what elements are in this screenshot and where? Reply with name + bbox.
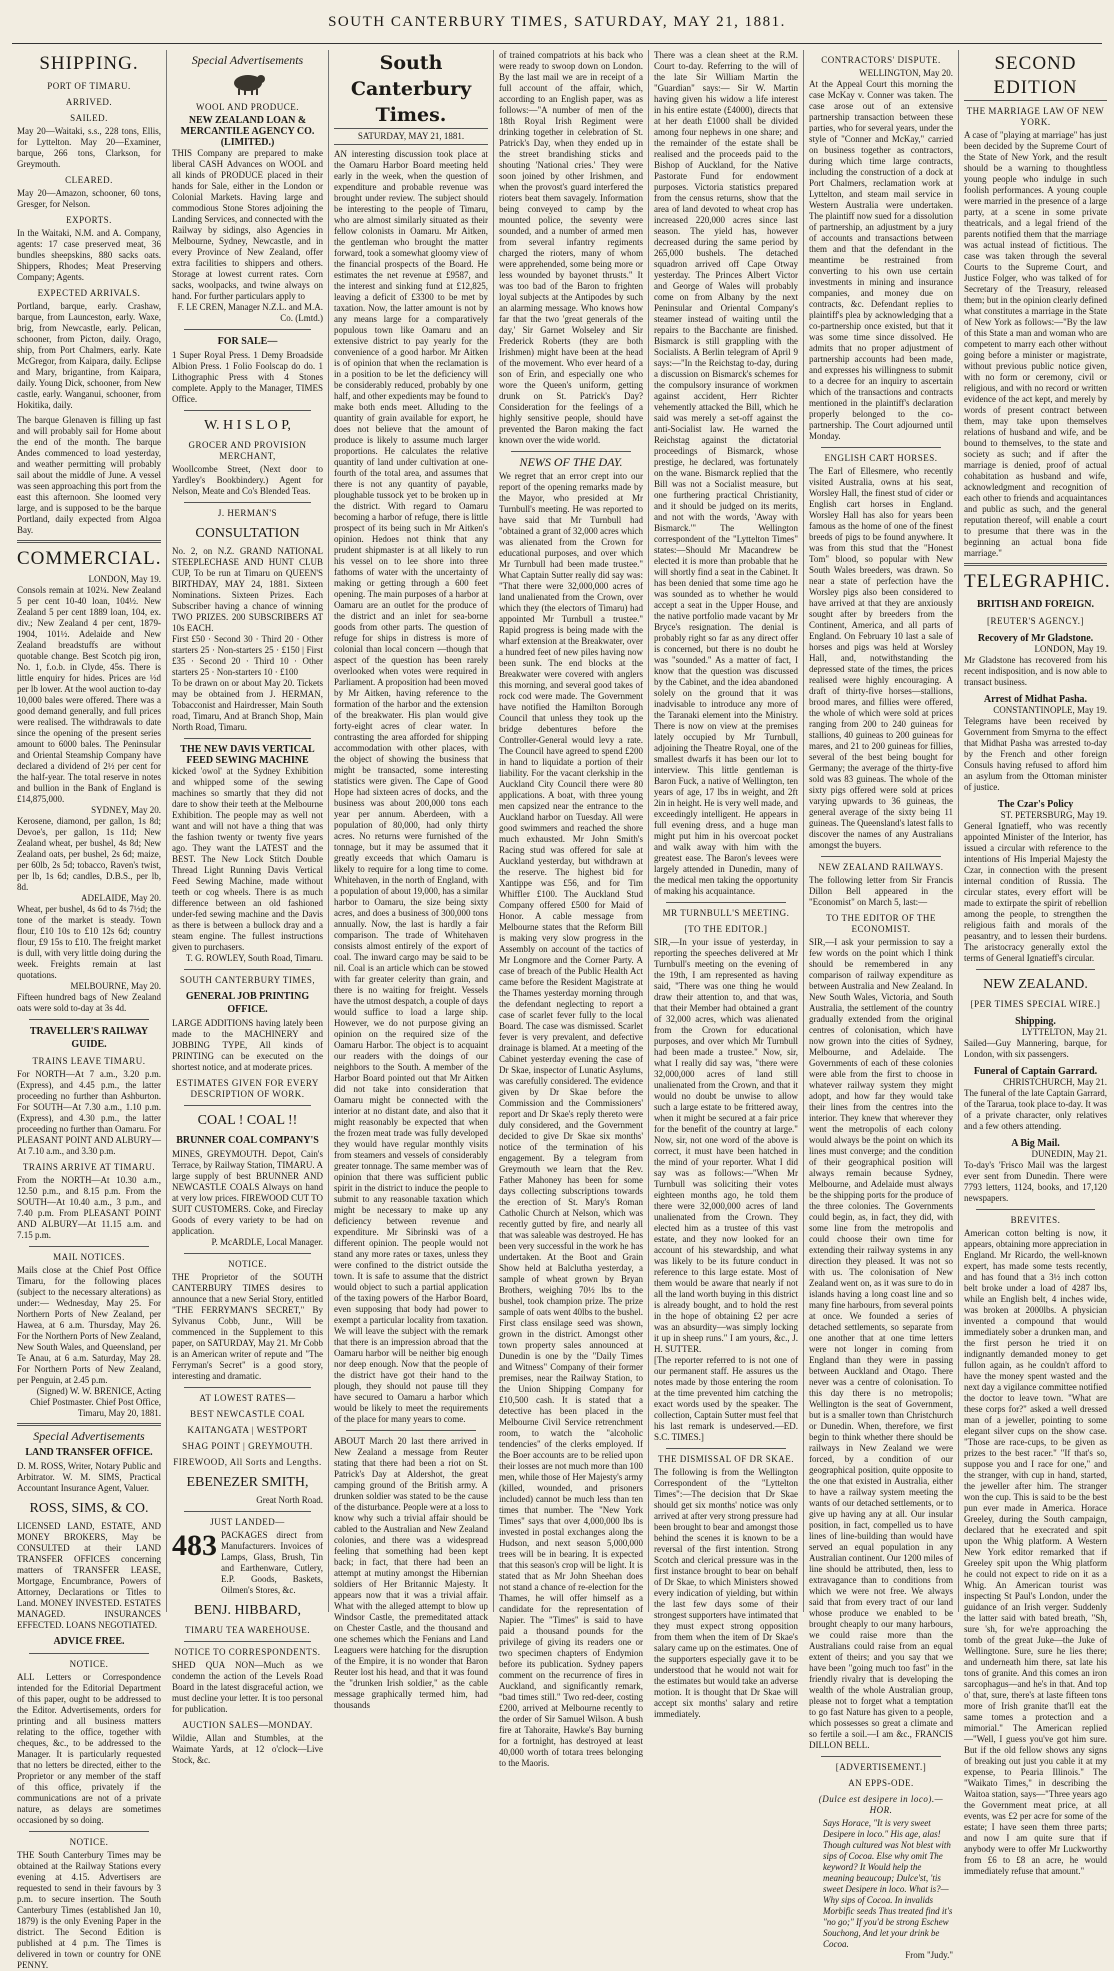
midhat-text: Telegrams have been received by Government from Smyrna to the effect that Midhat Pasha was arrested to-day by the French and other foreign Consuls having refused to afford him an asylum from the Ottoman minister of justice.	[964, 716, 1107, 792]
exports-label: EXPORTS.	[66, 215, 112, 225]
sewing-text: kicked 'owol' at the Sydney Exhibition and whipped some of the sewing machines so smartly that they did not dare to show their teeth at the Melbourne Exhibition. The people may as well not want and will not have a thing that was the fashion twenty or twenty five years ago. They want the LATEST and the BEST. The New Lock Stitch Double Thread Light Running Davis Vertical Feed Sewing Machine, made without teeth or cog wheels. There is as much difference between an old fashioned under-fed sewing machine and the Davis as there is between a bullock dray and a steam engine. The fullest instructions given to purchasers.	[172, 766, 323, 952]
divider	[821, 856, 941, 857]
divider	[511, 451, 631, 452]
divider	[666, 902, 786, 903]
reporter-note: [The reporter referred to is not one of our permanent staff. He assures us the notes made by those entering the room at the time prevented him catching the exact words used by the speaker. The collection, Captain Sutter must feel that his last remark is undeserved.—ED. S.C. TIMES.]	[654, 1355, 798, 1442]
brunner-text: MINES, GREYMOUTH. Depot, Cain's Terrace, by Railway Station, TIMARU. A large supply of best BRUNNER AND NEWCASTLE COALS Always on hand at very low prices. FIREWOOD CUT TO SUIT CUSTOMERS. Coke, and Fireclay Goods of every variety to be had on application.	[172, 1149, 323, 1236]
divider	[666, 1448, 786, 1449]
divider	[184, 329, 311, 330]
railway-heading: TRAVELLER'S RAILWAY GUIDE.	[29, 1026, 149, 1050]
sailed-label: SAILED.	[70, 113, 108, 123]
columns	[12, 50, 1111, 1970]
landed-number: 483	[172, 1529, 217, 1562]
turnbull-letter: SIR,—In your issue of yesterday, in reporting the speeches delivered at Mr Turnbull's meeting on the evening of the 19th, I am represented as having said, "There was one thing he would draw their attention to, and that was, that their Member had obtained a grant of 32,000 acres, which was alienated from the Crown for educational purposes, and over which Mr Turnbull had been made a trustee." Now, sir, what I really did say was, "there were 32,000,000 acres of land still unalienated from the Crown, and that it would no doubt be unwise to allow such a large estate to be frittered away, when it might be secured at a fair price for the benefit of the country at large." Now, sir, not one word of the above is correct, it must have been hatched in the mind of your reporter. What I did say was as follows:—"When Mr Turnbull was soliciting their votes eighteen months ago, he told them there were 32,000,000 acres of land unalienated from the Crown. They elected him as a trustee of this vast estate, and they now looked for an account of his stewardship, and what was likely to be its future conduct in reference to this large estate. Most of them would be aware that nearly if not all the land worth buying in this district is already bought, and to hold the rest in the hope of obtaining £2 per acre was an absurdity—was simply locking it up in sheep runs." I am yours, &c., J. H. SUTTER.	[654, 937, 798, 1354]
big-mail-text: To-day's 'Frisco Mail was the largest ever sent from Dunedin. There were 7793 letters, 1124, books, and 17,120 newspapers.	[964, 1160, 1107, 1203]
shipping-dateline: LYTTELTON, May 21.	[1021, 1027, 1107, 1037]
funeral-text: The funeral of the late Captain Garrard, of the Tararua, took place to-day. It was of a private character, only relatives and a few others attending.	[964, 1088, 1107, 1131]
advice-free: ADVICE FREE.	[53, 1636, 125, 1647]
column-1	[12, 50, 167, 1970]
prize-table: First £50 · Second 30 · Third 20 · Other starters 25 · Non-starters 25 · £150 | First £35 · Second 20 · Third 10 · Other starters 25 · Non-starters 10 · £100	[172, 634, 323, 677]
paper-masthead: South Canterbury Times.	[334, 50, 488, 129]
article-continued: of trained compatriots at his back who were ready to swoop down on London. By the last mail we are in receipt of a full account of the affair, which, according to an English paper, was as follows:—"A number of men of the 18th Royal Irish Regiment were drinking together in celebration of St. Patrick's Day, when they ended up in the street brandishing sticks and shouting 'National cries.' They were soon joined by other Irishmen, and when the provost's guard interfered the rioters beat them savagely. Information being conveyed to camp by the mounted police, the seventy were sounded, and a number of armed men from several infantry regiments charged the rioters, many of whom were apprehended, some being more or less wounded by bayonet thrusts." It was too bad of the Baron to frighten loyal subjects at the Antipodes by such an alarming message. Who knows how far that the two 'great generals of the day,' Sir Garnet Wolseley and Sir Frederick Roberts (they are both Irishmen) might have been at the head of the movement. Who ever heard of a son of Erin, and especially one who wore the Queen's uniform, getting drunk on St. Patrick's Day? Consideration for the feelings of a highly sensitive people, should have prevented the Baron making the fact known over the wide world.	[499, 50, 643, 445]
midhat-heading: Arrest of Midhat Pasha.	[983, 694, 1088, 705]
column-7	[959, 50, 1112, 1876]
page-masthead: SOUTH CANTERBURY TIMES, SATURDAY, MAY 21, 1881.	[12, 14, 1102, 44]
exports-text: In the Waitaki, N.M. and A. Company, agents: 17 case preserved meat, 36 bundles sheepskins, 880 sacks oats. Shippers, Rhodes; Meat Preserving Company; Agents.	[17, 228, 161, 282]
news-of-day-text: We regret that an error crept into our report of the opening remarks made by the Mayor, who presided at Mr Turnbull's meeting. He was reported to have said that Mr Turnbull had "obtained a grant of 32,000 acres which was alienated from the Crown for educational purposes, and over which Mr Turnbull had been made trustee." What Captain Sutter really did say was: "That there were 32,000,000 acres of land unalienated from the Crown, over which they (the electors of Timaru) had appointed Mr Turnbull a trustee." Rapid progress is being made with the wharf extension at the Breakwater, over a hundred feet of new piles having now been sunk. The end blocks at the Breakwater were covered with anglers this morning, and several good takes of rock cod were made. The Government have notified the Hamilton Borough Council that unless they took up the bridge debentures before the Controller-General would levy a rate. The Council have agreed to spend £200 in hand to liquidate a portion of their liability. For the vacant clerkship in the Auckland City Council there were 80 applications. A boat, with three young men capsized near the entrance to the Auckland harbor on Tuesday. All were good swimmers and reached the shore much exhausted. Mr John Smith's Racing stud was offered for sale at Auckland yesterday, but withdrawn at the reserve. The highest bid for Xantippe was £56, and for Tim Whiffler £100. The Auckland Stud Company offered £500 for Maid of Honor. A cable message from Melbourne states that the Reform Bill is making very slow progress in the Assembly on account of the tactics of Mr Longmore and the Corner Party. A case of breach of the Public Health Act came before the Resident Magistrate at the Thames yesterday morning through the defendant neglecting to report a case of scarlet fever fully to the local Board. The case was dismissed. Scarlet fever is very prevalent, and defective drainage is blamed. At a meeting of the Cabinet yesterday evening the case of Dr Skae, inspector of Lunatic Asylums, was carefully considered. The evidence given by Dr Skae before the Commission and the Commissioners' report and Dr Skae's reply thereto were duly considered, and the Government decided to give Dr Skae six months' notice of the termination of his engagement. By a telegram from Greymouth we learn that the Rev. Father Mahoney has been for some days collecting subscriptions towards the erection of St. Mary's Roman Catholic Church at Nelson, which was recently gutted by fire, and nearly all that was saleable was destroyed. He has been very successful in the work he has undertaken. At the Boot and Grain Show held at Balclutha yesterday, a sample of wheat grown by Bryan Brothers, weighing 70½ lbs to the bushel, took champion prize. The prize sample of oats went 40lbs to the bushel. First class ensilage seed was shown, grown in the district. Amongst other town property sales announced at Dunedin is one by the "Daily Times and Witness" Company of their former premises, near the Railway Station, to the Union Shipping Company for £10,500 cash. It is stated that a detective has been placed in the Melbourne Civil Service retrenchment room, to watch the "alcoholic tendencies" of the clerks employed. If the Boer accounts are to be relied upon their losses are not much more than 100 men, while those of Her Majesty's army (killed, wounded, and prisoners included) cannot be much less than ten times that number. The "New York Times" says that over 4,000,000 lbs is invested in postal exchanges along the Hudson, and next season 5,000,000 trees will be in bearing. It is expected that this season's crop will be light. It is stated that as Mr John Sheehan does not stand a chance of re-election for the Thames, he will offer himself as a candidate for the representation of Napier. The "Times" is said to have paid a thousand pounds for the privilege of giving its readers one or two specimen chapters of Endymion before its publication. Sydney papers comment on the recurrence of fires in Auckland, and significantly remark, "bad times still." Two red-deer, costing £200, arrived at Melbourne recently to the order of Sir Samuel Wilson. A bush fire at Tahoraite, Hawke's Bay burning for a fortnight, has destroyed at least 40,000 worth of totara trees belonging to the Maoris.	[499, 471, 643, 1768]
news-continued: There was a clean sheet at the R.M. Court to-day. Referring to the will of the late Sir William Martin the "Guardian" says:— Sir W. Martin having given his widow a life interest in his entire estate (£4000), directs that at her death £1000 shall be divided among four nephews in one share; and the remainder of the estate shall be realised and the proceeds paid to the Bishop of Auckland, for the Native Pastorate Fund for endowment purposes. Victoria statistics prepared from the census returns, show that the area of land devoted to wheat crop has increased 220,000 acres since last season. The yield has, however decreased during the same period by 265,000 bushels. The detached squadron arrived off Cape Otway yesterday. The Princes Albert Victor and George of Wales will probably come on from Albany by the next Peninsular and Oriental Company's steamer instead of waiting until the repairs to the Bacchante are finished. Bismarck is still grappling with the Socialists. A Berlin telegram of April 9 says:—"In the Reichstag to-day, during a discussion on Bismarck's schemes for the compulsory insurance of workmen against accident, Herr Richter vehemently attacked the Bill, which he said was merely a set-off against the anti-Socialist law. He warned the Reichstag against the dictatorial proceedings of Bismarck, whose prestige, he declared, was fortunately on the wane. Bismarck replied that the Bill was not a Socialist measure, but one furthering practical Christianity, and it should be judged on its merits, and not with the words, 'Away with Bismarck.'" The Wellington correspondent of the "Lyttelton Times" states:—Should Mr Macandrew be elected it is more than probable that he will shortly find a seat in the Cabinet. It has been denied that some time ago he was sounded as to whether he would accept a seat in the Upper House, and the native portfolio made vacant by Mr Bryce's resignation. The denial is probably right so far as any direct offer is concerned, but there is no doubt he was "sounded." As a matter of fact, I know that the question was discussed by the Cabinet, and the idea abandoned solely on the ground that it was inadvisable to introduce any more of the Taranaki element into the Ministry. There is now on view at the premises lately occupied by Mr Turnbull, adjoining the Theatre Royal, one of the smallest dwarfs it has been our lot to interview. This little gentleman is Baron Fuck, a native of Wellington, ten years of age, 17 lbs in weight, and 2ft 2in in height. He is very well made, and exceedingly intelligent. He appears in full evening dress, and a huge man might put him in his overcoat pocket and walk away with him with the greatest ease. The Baron's levees were largely attended in Dunedin, many of the medical men taking the opportunity of making his acquaintance.	[654, 50, 798, 896]
sydney-dateline: SYDNEY, May 20.	[91, 805, 161, 815]
railways-intro: The following letter from Sir Francis Dillon Bell appeared in the "Economist" on March 5, last:—	[809, 875, 953, 907]
cart-horses-text: The Earl of Ellesmere, who recently visited Australia, owns at his seat, Worsley Hall, the finest stud of cider or English cart horses in England. Worsley Hall has also for years been famous as the home of one of the finest breeds of pigs to be found anywhere. It was from this stud that the "Honest Tom" blood, so popular with New South Wales breeders, was drawn. So near a state of perfection have the Worsley pigs also been considered to have arrived at that they are anxiously sought after by breeders from the Continent, America, and all parts of England. On February 10 last a sale of horses and pigs was held at Worsley Hall, and, notwithstanding the depressed state of the times, the prices realised were highly encouraging. A draft of thirty-five horses—stallions, brood mares, and fillies were offered, the whole of which were sold at prices ranging from 200 to 240 guineas for stallions, 40 guineas to 200 guineas for mares, and 21 to 200 guineas for fillies, several of the best being bought for Germany; the average of the thirty-five sold was 83 guineas. The whole of the sixty pigs offered were sold at prices varying upwards to 36 guineas, the general average of the sixty being 11 guineas. The Queensland's latest falls to discover the names of any Australians amongst the buyers.	[809, 466, 953, 850]
mail-signature: (Signed) W. W. BRENICE, Acting Chief Postmaster. Chief Post Office, Timaru, May 20, 1881.	[30, 1386, 161, 1418]
reuter-label: [REUTER'S AGENCY.]	[987, 616, 1084, 626]
epps-ode-source: From "Judy."	[905, 1950, 953, 1960]
hibbard-heading: BENJ. HIBBARD,	[194, 1603, 301, 1618]
divider	[29, 1019, 149, 1020]
divider	[17, 1423, 161, 1426]
consultation-text: No. 2, on N.Z. GRAND NATIONAL STEEPLECHASE AND HUNT CLUB CUP, To be run at Timaru on QUEEN'S BIRTHDAY, MAY 24, 1881. Sixteen Nominations. Sixteen Prizes. Each Subscriber having a chance of winning TWO PRIZES. 200 SUBSCRIBERS AT 10s EACH.	[172, 546, 323, 633]
marriage-heading: THE MARRIAGE LAW OF NEW YORK.	[966, 106, 1105, 127]
divider	[184, 969, 311, 970]
special-wire-label: [PER TIMES SPECIAL WIRE.]	[970, 999, 1101, 1009]
divider	[29, 1653, 149, 1654]
notice-text: THE Proprietor of the SOUTH CANTERBURY TIMES desires to announce that a new Serial Story, entitled "THE FERRYMAN'S SECRET," By Sylvanus Cobb, Junr., Will be commenced in the Supplement to this paper, on SATURDAY, May 21. Mr Cobb is an American writer of repute and "The Ferryman's Secret" is a good story, interesting and dramatic.	[172, 1272, 323, 1381]
divider	[184, 738, 311, 739]
commercial-heading: COMMERCIAL.	[17, 548, 162, 569]
auction-text: Wildie, Allan and Stumbles, at the Waimate Yards, at 12 o'clock—Live Stock, &c.	[172, 1733, 323, 1765]
for-sale-heading: FOR SALE—	[217, 336, 278, 347]
arrived-label: ARRIVED.	[65, 97, 113, 107]
firewood-line: FIREWOOD, All Sorts and Lengths.	[173, 1457, 322, 1467]
mail-text: Mails close at the Chief Post Office Timaru, for the following places (subject to the necessary alterations) as under:— Wednesday, May 25. For Northern Ports of New Zealand, per Hawea, at 6 a.m. Thursday, May 26. For the Northern Ports of New Zealand, New South Wales, and Queensland, per Te Anau, at 6 a.m. Saturday, May 28. For Northern Ports of New Zealand, per Penguin, at 2.45 p.m.	[17, 1265, 161, 1385]
gladstone-text: Mr Gladstone has recovered from his recent indisposition, and is now able to transact business.	[964, 655, 1107, 687]
hibbard-sub: TIMARU TEA WAREHOUSE.	[185, 1625, 310, 1635]
turnbull-heading: MR TURNBULL'S MEETING.	[662, 908, 790, 918]
contractors-text: At the Appeal Court this morning the case McKay v. Conner was taken. The case arose out of an extensive partnership transaction between these parties, who for several years, under the style of "Conner and McKay," carried on business together as contractors, during which time large contracts, including the construction of a dock at Port Chalmers, reclamation work at Lyttelton, and steam mail service in Western Australia were undertaken. The plaintiff now sued for a dissolution of partnership, an adjustment by a jury of accounts and transactions between them and that the defendant in the meantime be restrained from converting to his own use certain investments in mining and insurance companies, and money due on contracts, &c. Defendant replies to plaintiff's plea by acknowledging that a co-partnership once existed, but that it was some time since dissolved. He admits that no proper adjustment of partnership accounts had been made, and expresses his willingness to submit to a decree for an inquiry to ascertain which of the transactions and contracts mentioned in the plaintiff's declaration properly belonged to the co-partnership. The Court adjourned until Monday.	[809, 79, 953, 441]
special-ads-heading: Special Advertisements	[191, 53, 304, 67]
epps-ode-heading: AN EPPS-ODE.	[848, 1778, 914, 1788]
land-transfer-heading: LAND TRANSFER OFFICE.	[25, 1447, 153, 1458]
gladstone-dateline: LONDON, May 19.	[1034, 644, 1107, 654]
cart-horses-heading: ENGLISH CART HORSES.	[824, 453, 938, 463]
notice-heading: NOTICE.	[228, 1259, 267, 1269]
mail-heading: MAIL NOTICES.	[53, 1252, 125, 1262]
czar-heading: The Czar's Policy	[997, 799, 1074, 810]
skae-heading: THE DISMISSAL OF DR SKAE.	[658, 1454, 794, 1464]
advertisement-label: [ADVERTISEMENT.]	[835, 1762, 927, 1772]
nz-loan-heading: NEW ZEALAND LOAN & MERCANTILE AGENCY CO. (LIMITED.)	[180, 115, 315, 148]
divider	[964, 563, 1107, 566]
ebenezer-heading: EBENEZER SMITH,	[186, 1475, 309, 1490]
midhat-dateline: CONSTANTINOPLE, May 19.	[993, 705, 1107, 715]
divider	[184, 502, 311, 503]
new-zealand-heading: NEW ZEALAND.	[983, 977, 1088, 992]
adelaide-text: Wheat, per bushel, 4s 6d to 4s 7½d; the tone of the market is steady. Town flour, £10 10s to £10 12s 6d; country flour, £9 15s to £10. The freight market is dull, with very little doing during the week. Freights remain at last quotations.	[17, 904, 161, 980]
ross-sims-text: LICENSED LAND, ESTATE, AND MONEY BROKERS, May be CONSULTED at their LAND TRANSFER OFFICES concerning matters of TRANSFER LEASE, Mortgage, Encumbrance, Powers of Attorney, Declarations or Titles to Land. MONEY INVESTED. ESTATES MANAGED. INSURANCES EFFECTED. LOANS NEGOTIATED.	[17, 1521, 161, 1630]
second-edition-heading: SECOND EDITION	[964, 52, 1107, 101]
divider	[29, 1831, 149, 1832]
divider	[17, 540, 161, 543]
shipping-heading: SHIPPING.	[39, 53, 139, 74]
melbourne-text: Fifteen hundred bags of New Zealand oats were sold to-day at 3s 4d.	[17, 992, 161, 1013]
job-printing-masthead: SOUTH CANTERBURY TIMES,	[179, 975, 316, 985]
wellington-dateline: WELLINGTON, May 20.	[859, 68, 953, 78]
for-sale-text: 1 Super Royal Press. 1 Demy Broadside Albion Press. 1 Folio Foolscap do do. 1 Lithographic Press with 4 Stones complete. Apply to the Manager, TIMES Office.	[172, 350, 323, 404]
barque-text: The barque Glenaven is filling up fast and will probably sail for Home about the end of the month. The barque Andes commenced to load yesterday, and weather permitting will probably sail about the middle of June. A vessel was seen approaching this port from the east this afternoon. She loomed very large, and is supposed to be the barque Portland, daily expected from Algoa Bay.	[17, 415, 161, 535]
marriage-text: A case of "playing at marriage" has just been decided by the Supreme Court of the State of New York, and the result should be a warning to thoughtless young people who indulge in such foolish performances. A young couple were married in the presence of a large party, at a scene in some private theatricals, and a legal friend of the parents notified them that the marriage was actual instead of fictitious. The case was taken through the several Courts to the Supreme Court, and Justice Folger, who was talked of for Secretary of the Treasury, released them; but in the opinion clearly defined what constitutes a marriage in the State of New York as follows:—"By the law of this State a man and woman who are competent to marry each other without going before a minister or magistrate, without previous public notice given, with no form or ceremony, civil or religious, and with no record or written evidence of the act kept, and merely by words of present contract between them, may take upon themselves relations of husband and wife, and be bound to themselves, to the state and society as such; and if after the marriage is denied, proof of actual cohabitation as husband and wife, acknowledgment and recognition of each other to friends and acquaintances and public as such, and the general reputation thereof, will enable a court to presume that there was in the beginning an actual bona fide marriage."	[964, 130, 1107, 558]
herman-text: To be drawn on or about May 20. Tickets may be obtained from J. HERMAN, Tobacconist and Hairdresser, Main South road, Timaru, And at Branch Shop, Main North Road, Timaru.	[172, 678, 323, 732]
herman-heading: J. HERMAN'S	[217, 508, 278, 518]
column-5	[649, 50, 804, 1719]
trains-arrive-heading: TRAINS ARRIVE AT TIMARU.	[22, 1162, 156, 1172]
divider	[184, 1641, 311, 1642]
brevites-heading: BREVITES.	[1010, 1215, 1061, 1225]
correspondents-text: SHED QUA NON—Much as we condemn the action of the Levels Road Board in the latest disgraceful action, we must decline your letter. It is too personal for publication.	[172, 1660, 323, 1714]
job-printing-estimates: ESTIMATES GIVEN FOR EVERY DESCRIPTION OF WORK.	[176, 1078, 319, 1099]
to-editor: [TO THE EDITOR.]	[684, 924, 768, 934]
notice2-text: THE South Canterbury Times may be obtained at the Railway Stations every evening at 4.15. Advertisers are requested to send in their favours by 3 p.m. to secure insertion. The South Canterbury Times (established Jan 10, 1879) is the only Evening Paper in the district. The Second Edition is published at 4 p.m. The Times is delivered in town or country for ONE PENNY.	[17, 1850, 161, 1970]
expected-text: Portland, barque, early. Crashaw, barque, from Launceston, early. Waxe, brig, from Newcastle, early. Pelican, schooner, from Picton, daily. Orago, ship, from Port Chalmers, early. Kate McGregor, from Kaipara, daily. Eclipse and Mary, brigantine, from Kaipara, daily. Young Dick, schooner, from New castle, early. Wanganui, schooner, from Hokitika, daily.	[17, 301, 161, 410]
divider	[29, 1246, 149, 1247]
trains-leave-text: For NORTH—At 7 a.m., 3.20 p.m. (Express), and 4.45 p.m., the latter proceeding no further than Ashburton. For SOUTH—At 7.30 a.m., 1.10 p.m. (Express), and 4.30 p.m., the latter proceeding no further than Oamaru. For PLEASANT POINT AND ALBURY—At 7.10 a.m., and 3.30 p.m.	[17, 1069, 161, 1156]
ross-sims-heading: ROSS, SIMS, & CO.	[29, 1501, 149, 1516]
leader-article: AN interesting discussion took place at the Oamaru Harbor Board meeting held early in the week, when the question of expenditure and probable revenue was brought under review. The subject should be interesting to the people of Timaru, who are almost similarly situated as their fellow colonists in Oamaru. Mr Aitken, the gentleman who brought the matter forward, took a somewhat gloomy view of the financial prospects of the Board. He estimates the net revenue at £9587, and the interest and sinking fund at £12,825, leaving a deficit of £3300 to be met by taxation. Now, the latter amount is not by any means large for a comparatively populous town like Oamaru and an extensive district to pay yearly for the convenience of a good harbor. Mr Aitken is of opinion that when the reclamation is in a position to be let the deficiency will be considerably reduced, probably by one half, and other expedients may be found to make both ends meet. Alluding to the quantity of grain available for export, he does not believe that the amount of produce is likely to assume much larger proportions. He calculates the relative quantity of land under cultivation at one-fourth of the total area, and assumes that there is not any quantity of payable, ploughable tussock yet to be broken up in the district. With regard to Oamaru becoming a harbor of refuge, there is little prospect of its being such in Mr Aitken's opinion. Hedoes not think that any prudent shipmaster is at all likely to run his vessel on to lee shore into three fathoms of water with the uncertainty of making or getting through a 600 feet opening. The main purposes of a harbor at Oamaru are an outlet for the produce of the district and an inlet for sea-borne goods from other parts. The question of refuge for ships in distress is more of colonial than local concern —though that aspect of the question has been rarely overlooked when votes were required in Parliament. A proposition had been moved by Mr Aitken, having reference to the formation of the harbor and the extension of the breakwater. His plan would give forty-eight acres of clear water. In contrasting the area afforded for shipping accommodation with other places, with the object of showing the business that might be transacted, some interesting statistics were given. The Cape of Good Hope had sixteen acres of docks, and the business was about 200,000 tons each year per annum. Aberdeen, with a population of 80,000, had only thirty acres. No returns were furnished of the tonnage, but it may be assumed that it greatly exceeds that which Oamaru is likely to require for a long time to come. Whitehaven, in the north of England, with a population of about 19,000, has a similar harbor to Oamaru, the size being sixty acres, and does a business of 300,000 tons annually. Now, the last is hardly a fair comparison. The trade of Whitehaven consists almost entirely of the export of coal. The inward cargo may be said to be nil. Coal is an article which can be stowed with far greater celerity than grain, and there is no waiting for freight. Vessels have the utmost despatch, a couple of days would suffice to load a large ship. However, we do not purpose giving an opinion on the required size of the Oamaru Harbor. The object is to acquaint our readers with the doings of our neighbors to the South. A member of the Harbor Board pointed out that Mr Aitken did not take into consideration that Oamaru might be connected with the interior at no distant date, and also that it might reasonably be expected that when the frozen meat trade was fully developed they would have regular monthly visits from steamers and vessels of considerably greater tonnage. The same member was of opinion that there was sufficient public spirit in the district to induce the people to submit to any reasonable taxation which might be necessary to make up any deficiency between revenue and expenditure. Mr Sibrinski was of a different opinion. The people would not stand any more rates or taxes, unless they were confined to the district outside the town. It is safe to assume that the district would object to such a partial application of the taxing powers of the Harbor Board, even supposing that body had power to exempt a particular locality from taxation. We will leave the subject with the remark that there is an impression abroad that the Oamaru harbor will be neither big enough nor deep enough. Now that the people of the district have got their hand to the plough, they should not pause till they have secured to Oamaru a harbor which would be likely to meet the requirements of the place for many years to come.	[334, 149, 488, 1424]
shag-greymouth: SHAG POINT | GREYMOUTH.	[182, 1441, 313, 1451]
hislop-heading: W. H I S L O P,	[204, 418, 291, 433]
telegraphic-heading: TELEGRAPHIC.	[964, 571, 1111, 592]
hislop-subheading: GROCER AND PROVISION MERCHANT,	[188, 440, 307, 461]
hislop-text: Woollcombe Street, (Next door to Yardley's Bookbindery.) Agent for Nelson, Meate and Co's Blended Teas.	[172, 464, 323, 496]
news-of-day-heading: NEWS OF THE DAY.	[519, 455, 623, 469]
to-economist: TO THE EDITOR OF THE ECONOMIST.	[826, 913, 936, 934]
column-3	[329, 50, 494, 1710]
british-foreign-heading: BRITISH AND FOREIGN.	[977, 599, 1094, 610]
special-ads-heading: Special Advertisements	[33, 1429, 145, 1443]
landed-text: PACKAGES direct from Manufacturers. Invoices of Lamps, Glass, Brush, Tin and Earthenware, Cutlery, E.P. Goods, Baskets, Oilmen's Stores, &c.	[221, 1530, 323, 1595]
brunner-signature: P. McARDLE, Local Manager.	[211, 1237, 323, 1247]
column-6	[804, 50, 959, 1960]
sheep-icon	[228, 69, 268, 97]
auction-heading: AUCTION SALES—MONDAY.	[182, 1720, 313, 1730]
lowest-rates: AT LOWEST RATES—	[199, 1393, 296, 1403]
brevites-text: American cotton belting is now, it appears, obtaining more appreciation in England. Mr Ricardo, the well-known expert, has made some tests recently, and has found that a 3½ inch cotton belt broke under a load of 4287 lbs, while an English belt, 4 inches wide, was broken at 2000lbs. A physician invented a compound that would immediately sober a drunken man, and the first person he tried it on indignantly demanded money to get fullon again, as he couldn't afford to have the money spent wasted and the next day a vigilance committee notified the doctor to leave town. "What are these corps for?" asked a well dressed man of a jeweller, pointing to some elegant silver cups on the show case. "Those are race-cups, to be given as prizes to the best racer." "If that's so, suppose you and I race for one," and the stranger, with cup in hand, started, the jeweller after him. The stranger won the cup. This is said to be the best pun ever made in America. Horace Greeley, during the South campaign, declared that he execrated and spit upon the Whig platform. A Western New York editor remarked that if Greeley spit upon the Whig platform he could not expect to ride on it as a Whig. An American tourist was inspecting St Paul's London, under the guidance of an Irish verger. Suddenly the latter said with bated breath, "Sh, sure 'sh, for we're approaching the tomb of the great Juke—the Juke of Wellingtone. Sure, sure he lies there; and underneath him there, sat late his tons of granite. And this comes an iron sarcophagus—and he's in that. And top o' that, sure, there's at laste fifteen tons more of Irish granite that'll eat the same tomes a protection and a mimorial." The American replied—"Well, I guess you've got him sure. But if the old fellow shows any signs of breaking out just you cable it at my expense, to Pearia Illinois." The "Waikato Times," in describing the Waitoa station, says—"Three years ago the Government meat price, at all events, was £2 per acre for some of the estate; I have seen them three parts; and now I am quite sure that if anybody were to offer Mr Luckworthy from £6 to £8 an acre, he would immediately refuse that amount."	[964, 1228, 1107, 1876]
brunner-heading: BRUNNER COAL COMPANY'S	[176, 1135, 319, 1146]
wool-produce-heading: WOOL AND PRODUCE.	[196, 102, 299, 112]
paper-date: SATURDAY, MAY 21, 1881.	[334, 131, 488, 145]
divider	[346, 1430, 476, 1431]
sailed-text: May 20—Waitaki, s.s., 228 tons, Ellis, for Lyttelton. May 20—Examiner, barque, 266 tons, Clarkson, for Greymouth.	[17, 126, 161, 169]
cleared-text: May 20—Amazon, schooner, 60 tons, Gresger, for Nelson.	[17, 188, 161, 209]
notice-text: ALL Letters or Correspondence intended for the Editorial Department of this paper, ought to be addressed to the Editor. Advertisements, orders for printing and all business matters relating to the office, together with cheques, &c., to be addressed to the Manager. It is particularly requested that no letters be directed, either to the Proprietor or any member of the staff of this office, privately if the communications are not of a private nature, as delays are sometimes occasioned by so doing.	[17, 1672, 161, 1825]
epps-ode-verse: Says Horace, "It is very sweet Desipere in loco." His age, alas! Though cultured was Not blest with sips of Cocoa. Else why omit The keyword? It Would help the meaning beaucoup; Dulce'st, 'tis sweet Desipere in loco. What is?—Why sips of Cocoa. In invalids Morbific seeds Thus treated find it's "no go;" If you'd be strong Eschew Souchong, And let your drink be Cocoa.	[823, 1818, 953, 1949]
port-heading: PORT OF TIMARU.	[47, 81, 131, 91]
czar-text: General Ignatieff, who was recently appointed Minister of the Interior, has issued a circular with reference to the intentions of His Imperial Majesty the Czar, in connection with the present internal condition of Russia. The circular states, every effort will be made to extirpate the spirit of rebellion among the people, to strengthen the religious faith and morals of the peasantry, and to lessen their burdens. The aristocracy generally extol the terms of General Ignatieff's circular.	[964, 821, 1107, 963]
divider	[184, 410, 311, 411]
contractors-heading: CONTRACTORS' DISPUTE.	[821, 55, 941, 65]
coal-heading: COAL ! COAL !!	[197, 1113, 298, 1128]
shipping-subheading: Shipping.	[1015, 1016, 1056, 1027]
czar-dateline: ST. PETERSBURG, May 19.	[1000, 810, 1107, 820]
skae-text: The following is from the Wellington Correspondent of the "Lyttelton Times":—The decision that Dr Skae should get six months' notice was only arrived at after very strong pressure had been brought to bear and amongst those behind the scenes it is known to be a reversal of the first intention. Strong Scotch and clerical pressure was in the first instance brought to bear on behalf of Dr Skae, to which Ministers showed every indication of yielding, but within the last few days some of their strongest supporters have intimated that they must expect strong opposition from them when the item of Dr Skae's salary came up on the estimates. One of the supporters especially gave it to be understood that he would not wait for the estimates but would take an adverse motion. It is thought that Dr Skae will accept six months' salary and retire immediately.	[654, 1467, 798, 1719]
consultation-heading: CONSULTATION	[195, 526, 300, 541]
notice-heading: NOTICE.	[69, 1659, 109, 1669]
job-printing-heading: GENERAL JOB PRINTING OFFICE.	[185, 991, 310, 1015]
divider	[821, 1756, 941, 1757]
sydney-text: Kerosene, diamond, per gallon, 1s 8d; Devoe's, per gallon, 1s 11d; New Zealand wheat, per bushel, 4s 8d; New Zealand oats, per bushel, 2s 6d; maize, per 60lb, 2s 5d; tobacco, Raven's twist, per lb, 1s 6d; candles, D.B.S., per lb, 8d.	[17, 816, 161, 892]
just-landed: JUST LANDED—	[210, 1517, 285, 1527]
land-transfer-text: D. M. ROSS, Writer, Notary Public and Arbitrator. W. M. SIMS, Practical Accountant Insurance Agent, Valuer.	[17, 1461, 161, 1493]
melbourne-dateline: MELBOURNE, May 20.	[70, 981, 161, 991]
sewing-heading: THE NEW DAVIS VERTICAL FEED SEWING MACHINE	[180, 744, 315, 766]
railways-letter: SIR,—I ask your permission to say a few words on the point which I think should be remembered in any comparison of railway expenditure as between Australia and New Zealand. In New South Wales, Victoria, and South Australia, the settlement of the country gradually extended from the original centres of colonisation, which have now grown into the cities of Sydney, Melbourne, and Adelaide. The Governments of each of these colonies were able from the first to choose in whatever railway system they might adopt, and how far they would take their lines from the centres into the interior. They knew that wherever they went the metropolis of each colony would always be the point on which its lines must converge; and the condition of their geographical position will always remain because Sydney, Melbourne, and Adelaide must always be the shipping ports for the produce of the three colonies. The Governments could begin, as, in fact, they did, with some line from the metropolis and could choose their own time for extending their railway systems in any direction they pleased. It was not so with us. The colonisation of New Zealand went on, as it was sure to do in islands having a long coast line and so many fine harbours, from several points at once. We founded a series of detached settlements, so separate from one another that at one time letters were not longer in coming from England than they were in passing between Auckland and Otago. There never was a centre of colonisation. To this day there is no metropolis; Wellington is the seat of Government, but is a smaller town than Christchurch or Dunedin. When, therefore, we first begin to think whether there should be railways in New Zealand we were forced, by a condition of our geographical position, quite opposite to the one that existed in Australia, either to have a railway system meeting the wants of our detached settlements, or to give up having any at all. Our insular position, in fact, compelled us to have lines of line-building than would have served an equal population in any Australian continent. Our 1200 miles of line should be attributed, then, less to extravagance than to conditions from which we were not free. We always said that from every tract of our land whose produce we enabled to be brought cheaply to our many harbours, we could raise more than the Australians could raise from an equal extent of theirs; and you say that we have been "going much too fast" in the friendly rivalry that is developing the wealth of the whole Australian group, please not to forget what a temptation to go fast Nature has given to a people, which possesses so great a climate and so fertile a soil.—I am &c., FRANCIS DILLON BELL.	[809, 937, 953, 1750]
cleared-label: CLEARED.	[65, 175, 113, 185]
notice2-heading: NOTICE.	[69, 1837, 109, 1847]
adelaide-dateline: ADELAIDE, May 20.	[81, 893, 161, 903]
landed-block	[172, 1530, 323, 1596]
divider	[976, 969, 1095, 970]
london-dateline: LONDON, May 19.	[88, 574, 161, 584]
trains-arrive-text: From the NORTH—At 10.30 a.m., 12.50 p.m., and 8.15 p.m. From the SOUTH—At 10.40 a.m., 3 p.m., and 7.40 p.m. From PLEASANT POINT AND ALBURY—At 11.15 a.m. and 7.15 p.m.	[17, 1175, 161, 1240]
sewing-signature: T. G. ROWLEY, South Road, Timaru.	[185, 953, 323, 963]
column-4	[494, 50, 649, 1768]
epps-ode-epigraph: (Dulce est desipere in loco).—HOR.	[818, 1794, 944, 1815]
divider	[184, 1511, 311, 1512]
big-mail-dateline: DUNEDIN, May 21.	[1031, 1149, 1107, 1159]
railways-heading: NEW ZEALAND RAILWAYS.	[818, 862, 944, 872]
column-2	[167, 50, 329, 1765]
divider	[184, 1387, 311, 1388]
london-text: Consols remain at 102¼. New Zealand 5 per cent 10-40 loan, 104½. New Zealand 5 per cent 1889 loan, 104, ex. div.; New Zealand 4 per cent, 1879-1904, 101½. Adelaide and New Zealand breadstuffs are without quotable change. Best Scotch pig iron, No. 1, f.o.b. in Clyde, 45s. There is little enquiry for hides. Prices are ½d per lb lower. At the wool auction to-day 10,000 bales were offered. There was a good demand generally, and full prices were realised. The withdrawals to date since the opening of the present series amount to 6000 bales. The Peninsular and Oriental Steamship Company have declared a dividend of 2½ per cent for the half-year. The total reserve in notes and bullion in the Bank of England is £14,875,000.	[17, 585, 161, 804]
funeral-heading: Funeral of Captain Garrard.	[973, 1066, 1098, 1077]
second-article: ABOUT March 20 last there arrived in New Zealand a message from Reuter stating that there had been a riot on St. Patrick's Day at Aldershot, the great camping ground of the British army. A drunken soldier was stated to be the cause of the disturbance. People were at a loss to know why such a trivial affair should be cabled to the Australian and New Zealand colonies, and there was a widespread feeling that something had been kept back; in fact, that there had been an attempt at mutiny amongst the Hibernian soldiers of Her Britannic Majesty. It appears now that it was a trivial affair. What with the alleged attempt to blow up Windsor Castle, the premeditated attack on Chester Castle, and the thousand and one schemes which the Fenians and Land Leaguers were hatching for the disruption of the Empire, it is no wonder that Baron Reuter lost his head, and that it was found the "drunken Irish soldier," as the cable message graphically termed him, had thousands	[334, 1436, 488, 1710]
divider	[976, 1209, 1095, 1210]
job-printing-text: LARGE ADDITIONS having lately been made to the MACHINERY and JOBBING TYPE, All kinds of PRINTING can be executed on the shortest notice, and at moderate prices.	[172, 1018, 323, 1072]
correspondents-heading: NOTICE TO CORRESPONDENTS.	[174, 1647, 321, 1657]
big-mail-heading: A Big Mail.	[1011, 1138, 1060, 1149]
kaitangata-westport: KAITANGATA | WESTPORT	[187, 1425, 308, 1435]
expected-label: EXPECTED ARRIVALS.	[37, 288, 141, 298]
funeral-dateline: CHRISTCHURCH, May 21.	[1002, 1077, 1107, 1087]
gladstone-heading: Recovery of Mr Gladstone.	[977, 633, 1094, 644]
divider	[184, 1253, 311, 1254]
nz-loan-text: THIS Company are prepared to make liberal CASH Advances on WOOL and all kinds of PRODUCE placed in their hands for Sale, either in the London or Colonial Markets. Having large and commodious Stone Stores adjoining the Landing Services, and connected with the Railway by sidings, also Agencies in Melbourne, Sydney, Newcastle, and in every Province of New Zealand, offer extra facilities to shippers and others. Storage at lowest current rates. Corn sacks, woolpacks, and twine always on hand. For further particulars apply to	[172, 148, 323, 301]
ebenezer-address: Great North Road.	[256, 1495, 323, 1505]
divider	[821, 447, 941, 448]
trains-leave-heading: TRAINS LEAVE TIMARU.	[32, 1056, 146, 1066]
newcastle-coal: BEST NEWCASTLE COAL	[190, 1409, 305, 1419]
shipping-text: Sailed—Guy Mannering, barque, for London, with six passengers.	[964, 1038, 1107, 1059]
divider	[184, 1105, 311, 1106]
nz-loan-signature: F. LE CREN, Manager N.Z.L. and M.A. Co. (Lmtd.)	[177, 302, 323, 323]
